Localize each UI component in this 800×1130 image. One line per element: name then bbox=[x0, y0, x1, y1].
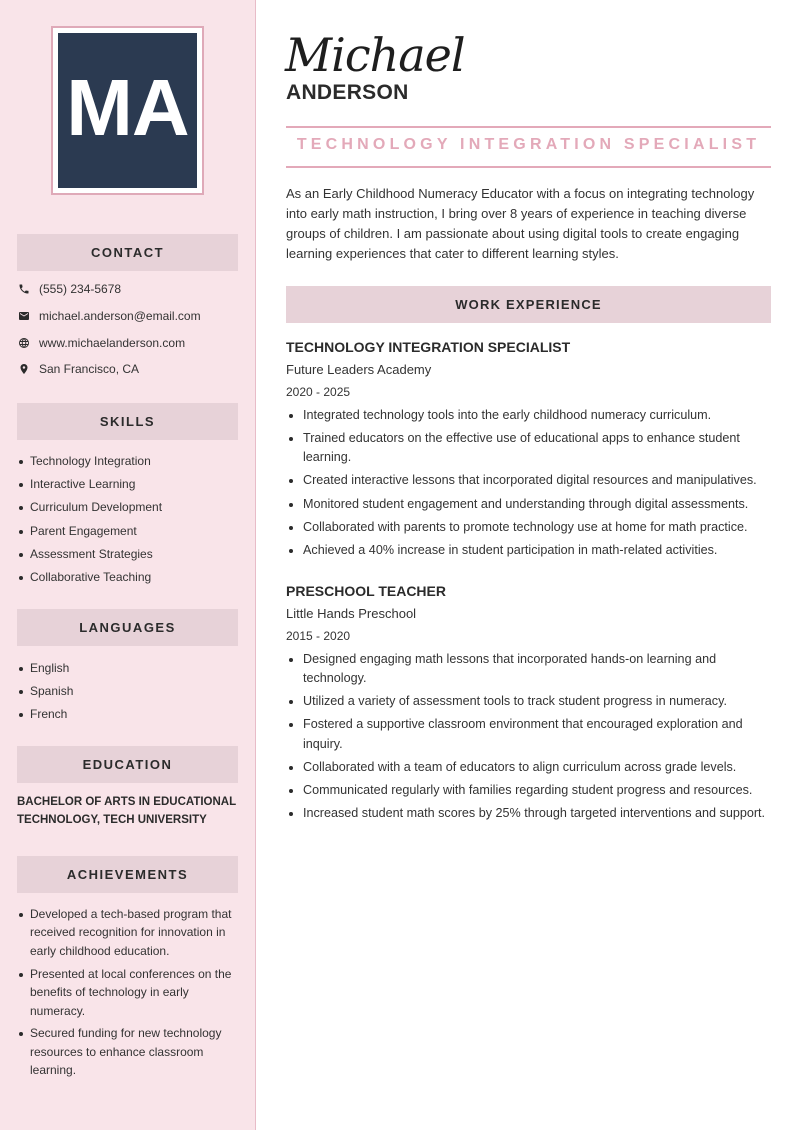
contact-website[interactable] bbox=[17, 329, 247, 356]
work-experience-heading: WORK EXPERIENCE bbox=[286, 286, 771, 323]
job-bullet: Designed engaging math lessons that incorporated hands-on learning and technology. bbox=[286, 650, 772, 689]
job-bullets bbox=[286, 406, 772, 560]
summary: As an Early Childhood Numeracy Educator with a focus on integrating technology into early math instruction, I bring over 8 years of experience in teaching diverse groups of children. I am passionate about using digital tools to create engaging learning experiences that cater to different learning styles. bbox=[286, 186, 755, 261]
job-role: TECHNOLOGY INTEGRATION SPECIALIST bbox=[286, 339, 571, 355]
skill-item: Collaborative Teaching bbox=[17, 568, 242, 586]
languages-heading: LANGUAGES bbox=[17, 609, 238, 646]
job-bullet: Created interactive lessons that incorporated digital resources and manipulatives. bbox=[286, 471, 772, 490]
job-bullet: Achieved a 40% increase in student participation in math-related activities. bbox=[286, 541, 772, 560]
language-item: Spanish bbox=[17, 682, 242, 700]
monogram: MA bbox=[58, 33, 197, 188]
achievement-item: Presented at local conferences on the benefits of technology in early numeracy. bbox=[17, 965, 242, 1020]
language-item: English bbox=[17, 659, 242, 677]
location-icon bbox=[17, 362, 31, 376]
achievement-item: Secured funding for new technology resources to enhance classroom learning. bbox=[17, 1024, 242, 1079]
last-name: ANDERSON bbox=[286, 81, 409, 104]
achievement-item: Developed a tech-based program that received recognition for innovation in early childhood education. bbox=[17, 905, 242, 960]
job-bullet: Collaborated with a team of educators to align curriculum across grade levels. bbox=[286, 758, 772, 777]
skills-list bbox=[17, 452, 242, 591]
job-title: TECHNOLOGY INTEGRATION SPECIALIST bbox=[296, 136, 761, 153]
skill-item: Parent Engagement bbox=[17, 522, 242, 540]
contact-location-text: San Francisco, CA bbox=[39, 362, 140, 377]
achievements-heading: ACHIEVEMENTS bbox=[17, 856, 238, 893]
contact-location bbox=[17, 356, 247, 383]
contact-phone-text: (555) 234-5678 bbox=[39, 282, 122, 297]
job-bullet: Trained educators on the effective use of educational apps to enhance student learning. bbox=[286, 429, 772, 468]
job-company: Future Leaders Academy bbox=[286, 362, 432, 377]
skill-item: Technology Integration bbox=[17, 452, 242, 470]
language-item: French bbox=[17, 705, 242, 723]
title-rule-top bbox=[286, 126, 771, 128]
job-bullets bbox=[286, 650, 772, 823]
phone-icon bbox=[17, 282, 31, 296]
job-bullet: Increased student math scores by 25% through targeted interventions and support. bbox=[286, 804, 772, 823]
job-company: Little Hands Preschool bbox=[286, 606, 417, 621]
languages-list bbox=[17, 659, 242, 729]
globe-icon bbox=[17, 336, 31, 350]
monogram-frame bbox=[51, 26, 204, 195]
job-role: PRESCHOOL TEACHER bbox=[286, 583, 446, 599]
job-bullet: Integrated technology tools into the early childhood numeracy curriculum. bbox=[286, 406, 772, 425]
job-bullet: Fostered a supportive classroom environment that encouraged exploration and inquiry. bbox=[286, 715, 772, 754]
contact-phone[interactable] bbox=[17, 276, 247, 303]
job-entry bbox=[286, 336, 772, 564]
skill-item: Interactive Learning bbox=[17, 475, 242, 493]
sidebar bbox=[0, 0, 256, 1130]
achievements-list bbox=[17, 905, 242, 1084]
email-icon bbox=[17, 309, 31, 323]
job-bullet: Utilized a variety of assessment tools to track student progress in numeracy. bbox=[286, 692, 772, 711]
first-name: Michael bbox=[285, 28, 465, 82]
education-degree: BACHELOR OF ARTS IN EDUCATIONAL TECHNOLOGY, TECH UNIVERSITY bbox=[17, 796, 236, 826]
contact-email-text: michael.anderson@email.com bbox=[39, 309, 201, 324]
skill-item: Assessment Strategies bbox=[17, 545, 242, 563]
contact-list bbox=[17, 276, 247, 383]
contact-website-text: www.michaelanderson.com bbox=[39, 335, 186, 350]
job-bullet: Communicated regularly with families regarding student progress and resources. bbox=[286, 781, 772, 800]
job-dates: 2020 - 2025 bbox=[286, 385, 351, 399]
job-entry bbox=[286, 580, 772, 827]
contact-heading: CONTACT bbox=[17, 234, 238, 271]
skill-item: Curriculum Development bbox=[17, 498, 242, 516]
job-bullet: Monitored student engagement and understanding through digital assessments. bbox=[286, 495, 772, 514]
job-dates: 2015 - 2020 bbox=[286, 629, 351, 643]
skills-heading: SKILLS bbox=[17, 403, 238, 440]
title-rule-bottom bbox=[286, 166, 771, 168]
contact-email[interactable] bbox=[17, 303, 247, 330]
education-heading: EDUCATION bbox=[17, 746, 238, 783]
job-bullet: Collaborated with parents to promote technology use at home for math practice. bbox=[286, 518, 772, 537]
